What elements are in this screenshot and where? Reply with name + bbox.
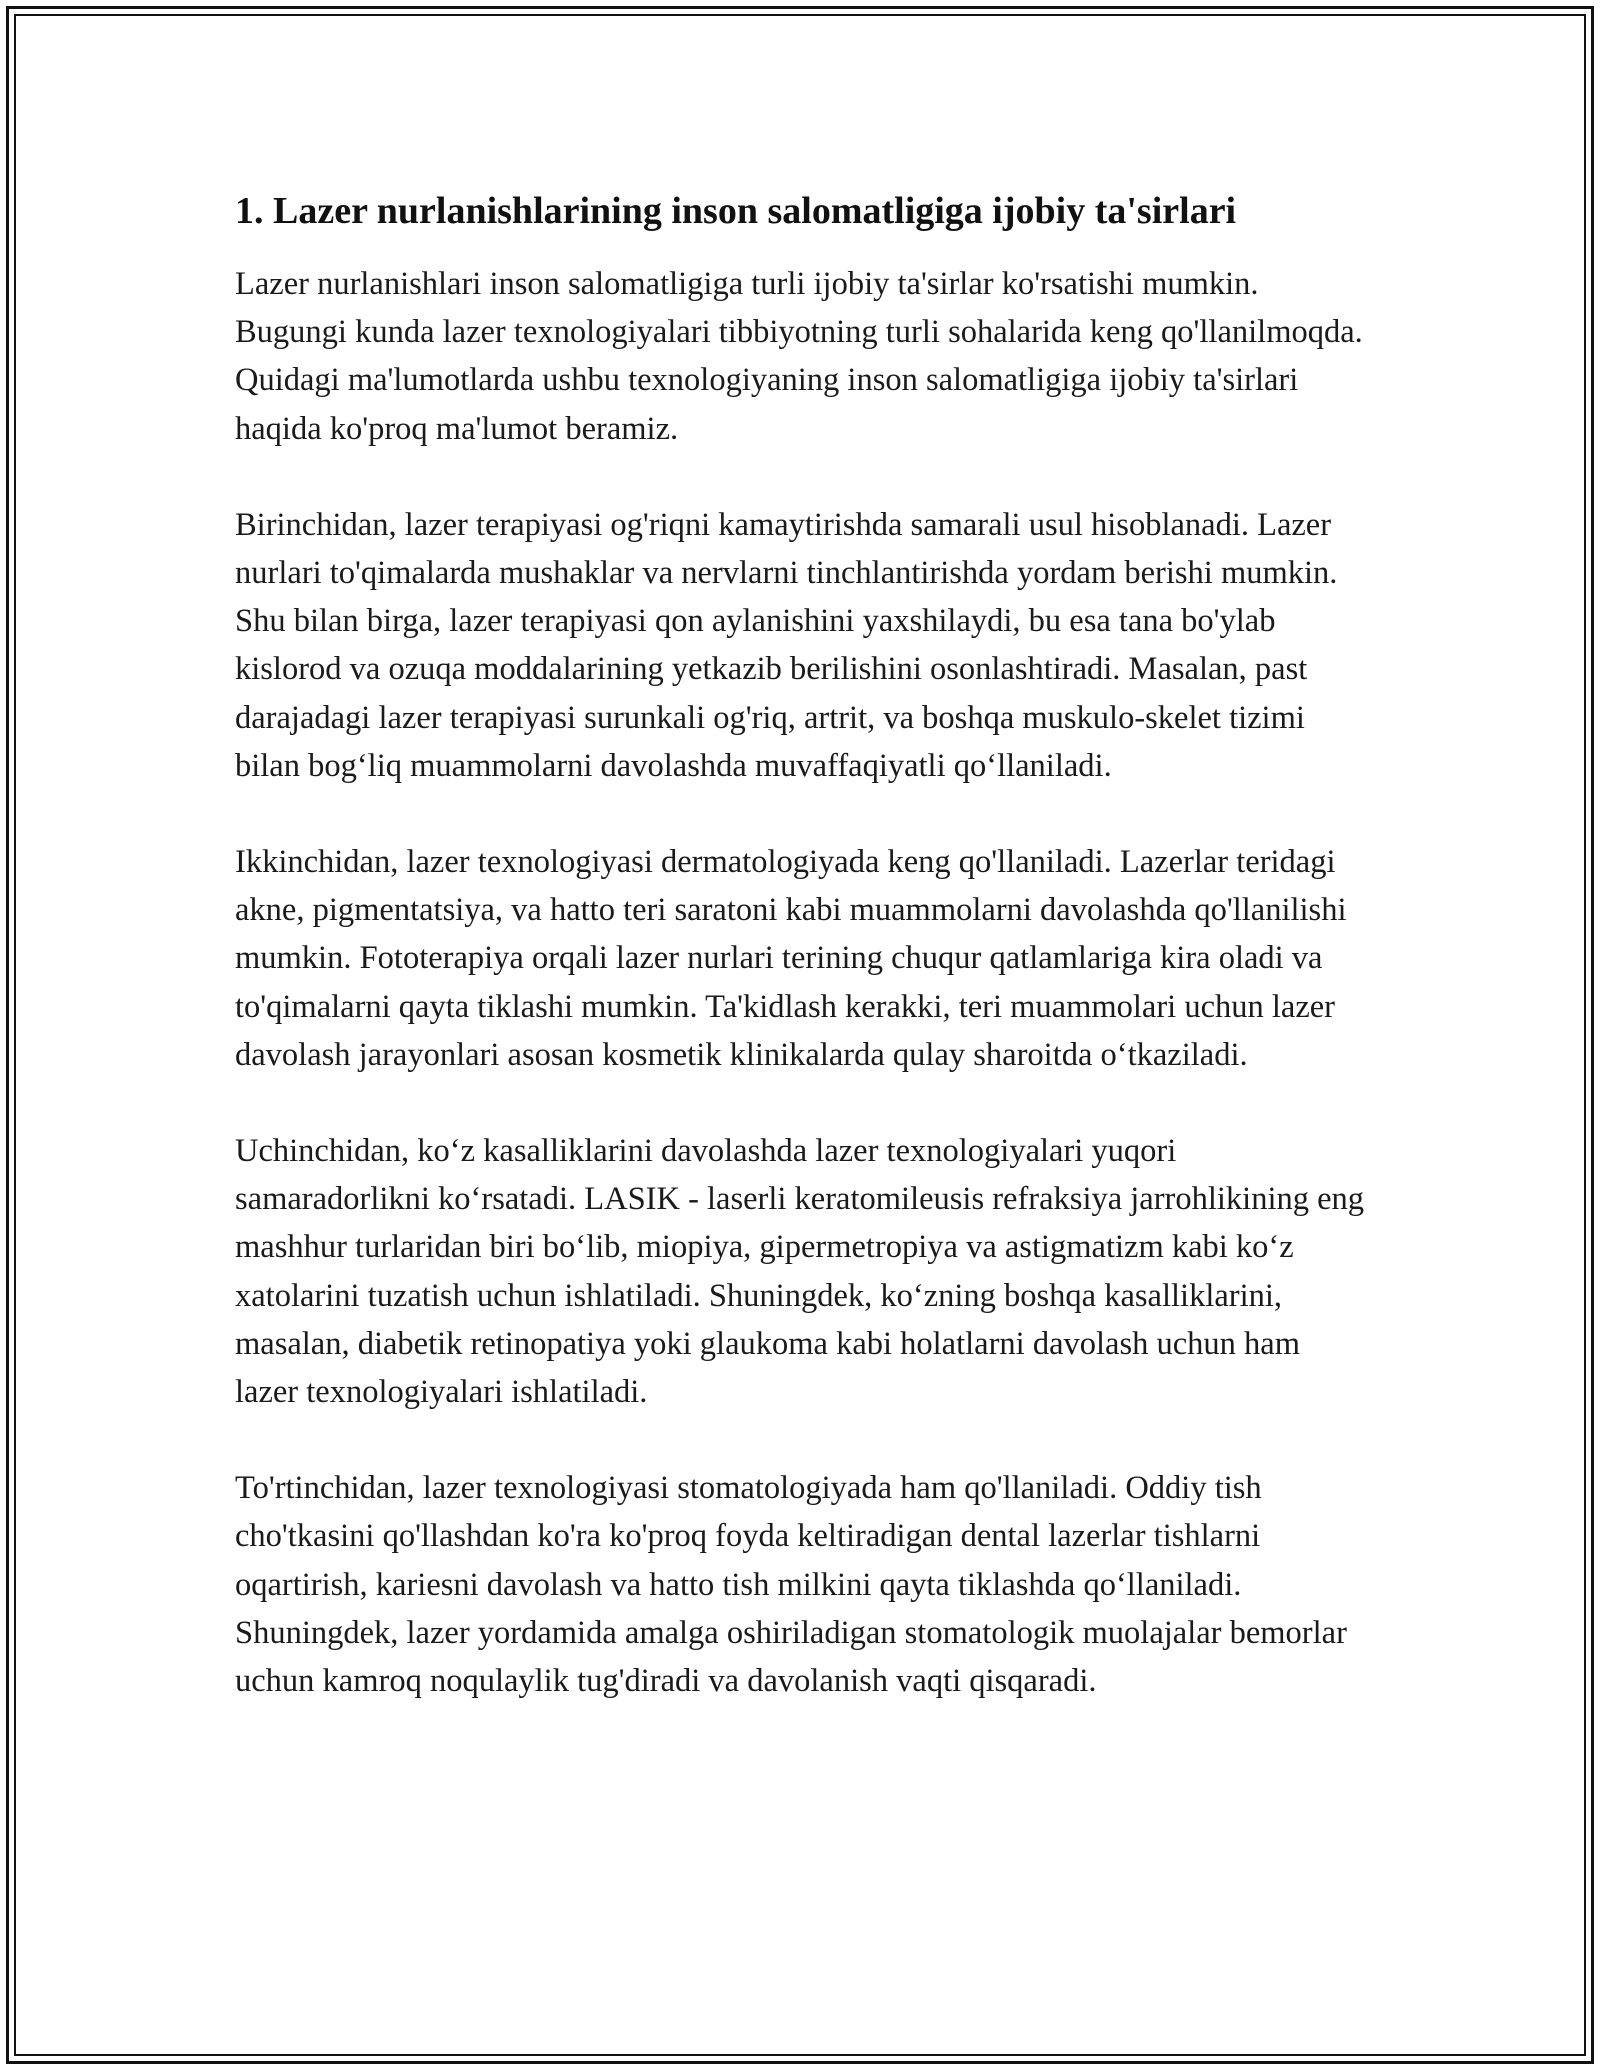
paragraph-pain-therapy: Birinchidan, lazer terapiyasi og'riqni kamaytirishda samarali usul hisoblanadi. Lazer nurlari to'qimalarda mushaklar va nervlarni tinchlantirishda yordam berishi mumkin. Shu bilan birga, lazer terapiyasi qon aylanishini yaxshilaydi, bu esa tana bo'ylab kislorod va ozuqa moddalarining yetkazib berilishini osonlashtiradi. Masalan, past darajadagi lazer terapiyasi surunkali og'riq, artrit, va boshqa muskulo-skelet tizimi bilan bog‘liq muammolarni davolashda muvaffaqiyatli qo‘llaniladi.: [235, 506, 1338, 784]
paragraph-intro: Lazer nurlanishlari inson salomatligiga turli ijobiy ta'sirlar ko'rsatishi mumkin. Bugungi kunda lazer texnologiyalari tibbiyotning turli sohalarida keng qo'llanilmoqda. Quidagi ma'lumotlarda ushbu texnologiyaning inson salomatligiga ijobiy ta'sirlari haqida ko'proq ma'lumot beramiz.: [235, 266, 1363, 447]
document-body: [235, 186, 1370, 1705]
paragraph-dermatology: Ikkinchidan, lazer texnologiyasi dermatologiyada keng qo'llaniladi. Lazerlar teridagi akne, pigmentatsiya, va hatto teri saratoni kabi muammolarni davolashda qo'llanilishi mumkin. Fototerapiya orqali lazer nurlari terining chuqur qatlamlariga kira oladi va to'qimalarni qayta tiklashi mumkin. Ta'kidlash kerakki, teri muammolari uchun lazer davolash jarayonlari asosan kosmetik klinikalarda qulay sharoitda o‘tkaziladi.: [235, 844, 1347, 1073]
paragraph-dentistry: To'rtinchidan, lazer texnologiyasi stomatologiyada ham qo'llaniladi. Oddiy tish cho'tkasini qo'llashdan ko'ra ko'proq foyda keltiradigan dental lazerlar tishlarni oqartirish, kariesni davolash va hatto tish milkini qayta tiklashda qo‘llaniladi. Shuningdek, lazer yordamida amalga oshiriladigan stomatologik muolajalar bemorlar uchun kamroq noqulaylik tug'diradi va davolanish vaqti qisqaradi.: [235, 1470, 1347, 1700]
section-title: 1. Lazer nurlanishlarining inson salomatligiga ijobiy ta'sirlari: [235, 190, 1237, 232]
paragraph-ophthalmology: Uchinchidan, ko‘z kasalliklarini davolashda lazer texnologiyalari yuqori samaradorlikni ko‘rsatadi. LASIK - laserli keratomileusis refraksiya jarrohlikining eng mashhur turlaridan biri bo‘lib, miopiya, gipermetropiya va astigmatizm kabi ko‘z xatolarini tuzatish uchun ishlatiladi. Shuningdek, ko‘zning boshqa kasalliklarini, masalan, diabetik retinopatiya yoki glaukoma kabi holatlarni davolash uchun ham lazer texnologiyalari ishlatiladi.: [235, 1133, 1365, 1411]
